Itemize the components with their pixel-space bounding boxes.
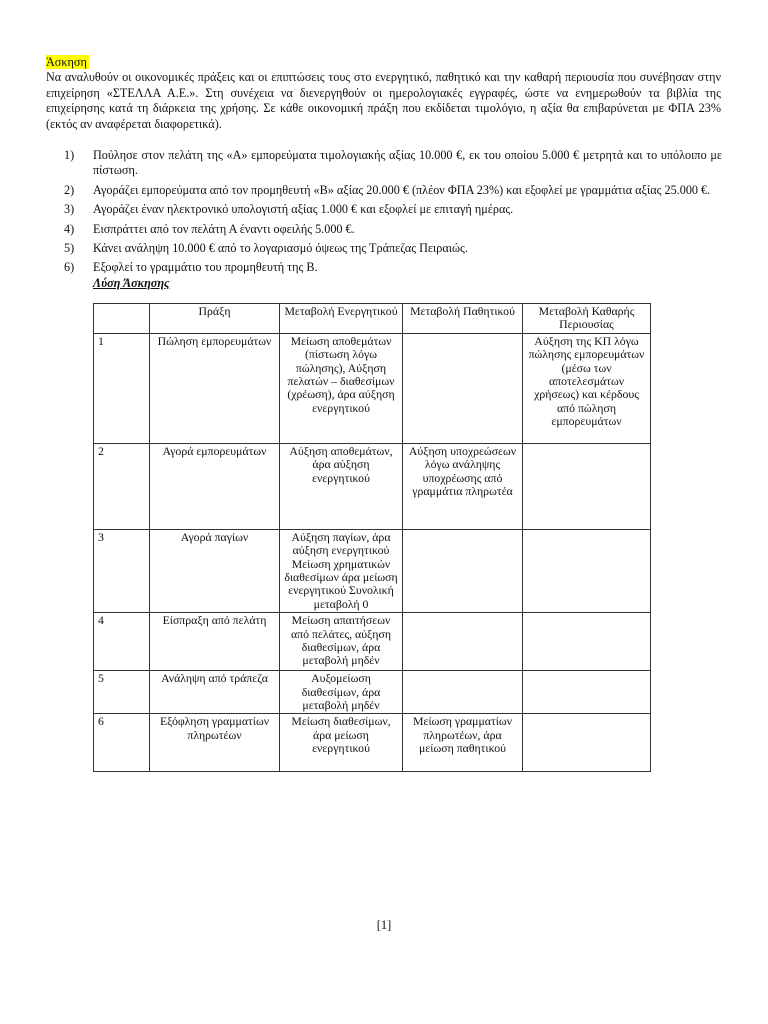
cell-num: 1 xyxy=(94,333,150,443)
transaction-number: 5) xyxy=(64,241,75,256)
header-action: Πράξη xyxy=(150,304,280,334)
transaction-number: 1) xyxy=(64,148,75,162)
cell-num: 2 xyxy=(94,443,150,529)
cell-liabilities xyxy=(403,529,523,612)
cell-liabilities xyxy=(403,671,523,714)
cell-action: Πώληση εμπορευμάτων xyxy=(150,333,280,443)
exercise-heading-text: Άσκηση xyxy=(46,55,87,69)
page-number: [1] xyxy=(376,918,392,932)
cell-liabilities xyxy=(403,333,523,443)
table-row xyxy=(94,613,651,671)
cell-assets: Αύξηση αποθεμάτων, άρα αύξηση ενεργητικού xyxy=(280,443,403,529)
transaction-item xyxy=(64,202,722,217)
cell-assets: Μείωση αποθεμάτων (πίστωση λόγω πώλησης), Αύξηση πελατών – διαθεσίμων (χρέωση), άρα αύξηση ενεργητικού xyxy=(280,333,403,443)
cell-equity xyxy=(523,613,651,671)
transaction-text: Αγοράζει έναν ηλεκτρονικό υπολογιστή αξίας 1.000 € και εξοφλεί με επιταγή ημέρας. xyxy=(93,202,514,217)
table-header-row xyxy=(94,304,651,334)
transaction-item xyxy=(64,260,722,275)
exercise-heading xyxy=(46,55,89,70)
transaction-number: 2) xyxy=(64,182,75,197)
header-liabilities: Μεταβολή Παθητικού xyxy=(403,304,523,334)
transaction-text: Εισπράττει από τον πελάτη Α έναντι οφειλής 5.000 €. xyxy=(93,221,355,236)
transaction-number: 3) xyxy=(64,202,75,217)
cell-num: 6 xyxy=(94,714,150,772)
cell-assets: Αύξηση παγίων, άρα αύξηση ενεργητικού Μείωση χρηματικών διαθεσίμων άρα μείωση ενεργητικού Συνολική μεταβολή 0 xyxy=(280,529,403,612)
transaction-text: Πούλησε στον πελάτη της «Α» εμπορεύματα τιμολογιακής αξίας 10.000 €, εκ του οποίου 5.000 € μετρητά και το υπόλοιπο με πίστωση. xyxy=(93,148,722,178)
table-row xyxy=(94,333,651,443)
cell-num: 5 xyxy=(94,671,150,714)
header-assets: Μεταβολή Ενεργητικού xyxy=(280,304,403,334)
cell-action: Αγορά εμπορευμάτων xyxy=(150,443,280,529)
transaction-number: 4) xyxy=(64,221,75,236)
transaction-text: Αγοράζει εμπορεύματα από τον προμηθευτή «Β» αξίας 20.000 € (πλέον ΦΠΑ 23%) και εξοφλεί με γραμμάτια αξίας 25.000 €. xyxy=(93,182,711,197)
table-row xyxy=(94,671,651,714)
header-num xyxy=(94,304,150,334)
cell-num: 3 xyxy=(94,529,150,612)
table-row xyxy=(94,529,651,612)
solution-title: Λύση Άσκησης xyxy=(93,276,170,290)
cell-liabilities: Αύξηση υποχρεώσεων λόγω ανάληψης υποχρέωσης από γραμμάτια πληρωτέα xyxy=(403,443,523,529)
cell-liabilities xyxy=(403,613,523,671)
cell-num: 4 xyxy=(94,613,150,671)
solution-table xyxy=(93,303,651,772)
cell-equity xyxy=(523,671,651,714)
cell-equity xyxy=(523,529,651,612)
transaction-text: Εξοφλεί το γραμμάτιο του προμηθευτή της Β. xyxy=(93,260,318,275)
transaction-item xyxy=(64,148,722,179)
header-equity: Μεταβολή Καθαρής Περιουσίας xyxy=(523,304,651,334)
cell-liabilities: Μείωση γραμματίων πληρωτέων, άρα μείωση παθητικού xyxy=(403,714,523,772)
exercise-intro: Να αναλυθούν οι οικονομικές πράξεις και οι επιπτώσεις τους στο ενεργητικό, παθητικό και την καθαρή περιουσία που συνέβησαν στην επιχείρηση «ΣΤΕΛΛΑ Α.Ε.». Στη συνέχεια να διενεργηθούν οι ημερολογιακές εγγραφές, ώστε να ενημερωθούν τα βιβλία της επιχείρησης κατά τη διάρκεια της χρήσης. Σε κάθε οικονομική πράξη που εκδίδεται τιμολόγιο, η αξία θα επιβαρύνεται με ΦΠΑ 23% (εκτός αν αναφέρεται διαφορετικά). xyxy=(46,70,721,131)
cell-action: Είσπραξη από πελάτη xyxy=(150,613,280,671)
transaction-item xyxy=(64,241,722,256)
transaction-item xyxy=(64,222,722,237)
table-row xyxy=(94,443,651,529)
table-row xyxy=(94,714,651,772)
transaction-list xyxy=(64,148,722,280)
cell-equity xyxy=(523,443,651,529)
cell-assets: Μείωση απαιτήσεων από πελάτες, αύξηση διαθεσίμων, άρα μεταβολή μηδέν xyxy=(280,613,403,671)
cell-action: Ανάληψη από τράπεζα xyxy=(150,671,280,714)
transaction-item xyxy=(64,183,722,198)
cell-assets: Αυξομείωση διαθεσίμων, άρα μεταβολή μηδέν xyxy=(280,671,403,714)
cell-assets: Μείωση διαθεσίμων, άρα μείωση ενεργητικού xyxy=(280,714,403,772)
transaction-number: 6) xyxy=(64,260,75,275)
cell-action: Εξόφληση γραμματίων πληρωτέων xyxy=(150,714,280,772)
cell-equity: Αύξηση της ΚΠ λόγω πώλησης εμπορευμάτων (μέσω των αποτελεσμάτων χρήσεως) και κέρδους από πώληση εμπορευμάτων xyxy=(523,333,651,443)
transaction-text: Κάνει ανάληψη 10.000 € από το λογαριασμό όψεως της Τράπεζας Πειραιώς. xyxy=(93,241,468,256)
cell-equity xyxy=(523,714,651,772)
cell-action: Αγορά παγίων xyxy=(150,529,280,612)
